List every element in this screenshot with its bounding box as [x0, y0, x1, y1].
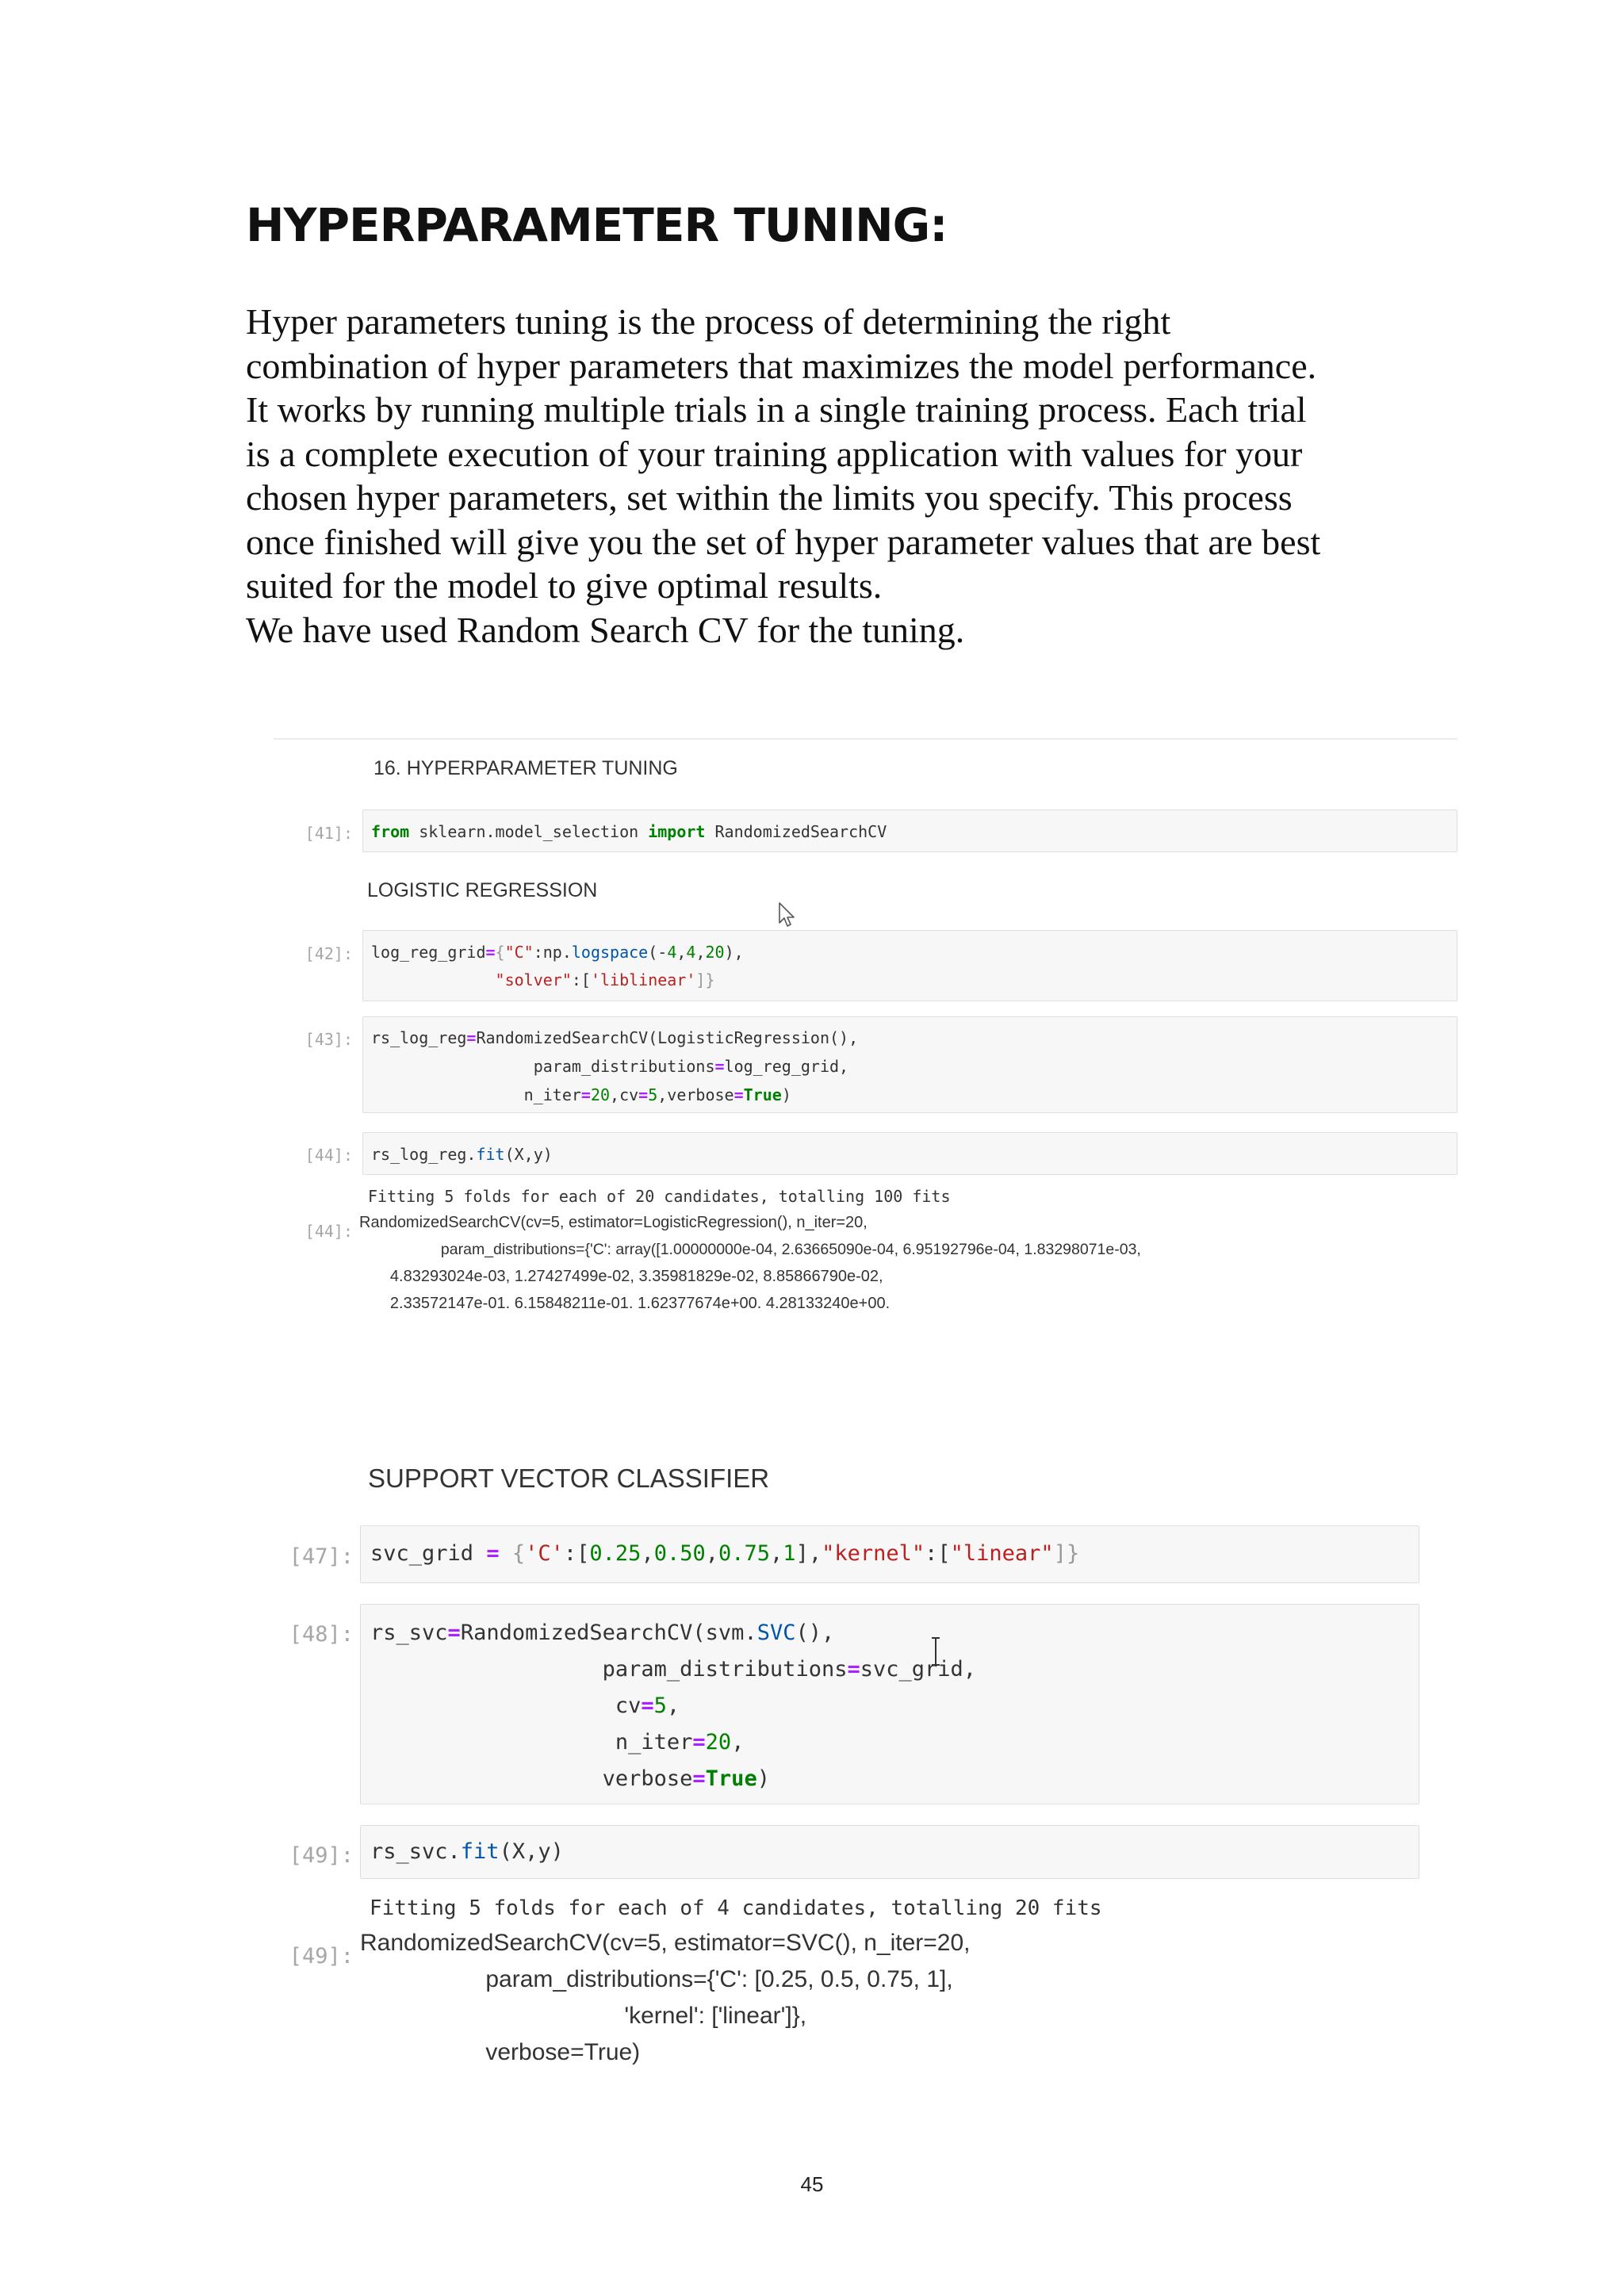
code-cell-rs-log-reg[interactable]	[362, 1016, 1457, 1113]
code-line: verbose=True)	[602, 1766, 770, 1791]
cell-prompt: [41]:	[304, 824, 353, 843]
cell-prompt: [49]:	[289, 1843, 354, 1868]
code-cell-fit[interactable]	[362, 1132, 1457, 1175]
text-cursor-icon	[929, 1636, 942, 1667]
notebook-screenshot-logistic-regression	[274, 738, 1457, 1329]
code-line: from sklearn.model_selection import RandomizedSearchCV	[371, 822, 887, 841]
code-line: n_iter=20,cv=5,verbose=True)	[523, 1085, 791, 1104]
code-line: svc_grid = {'C':[0.25,0.50,0.75,1],"kernel":["linear"]}	[370, 1541, 1080, 1566]
section-title: HYPERPARAMETER TUNING:	[246, 198, 948, 252]
stdout-text: Fitting 5 folds for each of 20 candidates, totalling 100 fits	[368, 1187, 951, 1206]
notebook-subheading: SUPPORT VECTOR CLASSIFIER	[368, 1464, 770, 1493]
paragraph-line: suited for the model to give optimal results.	[246, 565, 883, 606]
output-repr-line: RandomizedSearchCV(cv=5, estimator=SVC(), n_iter=20,	[360, 1930, 971, 1956]
code-line: "solver":['liblinear']}	[495, 970, 715, 989]
screenshot-top-border	[274, 738, 1457, 740]
stdout-text: Fitting 5 folds for each of 4 candidates, totalling 20 fits	[370, 1896, 1102, 1920]
output-prompt: [44]:	[304, 1222, 353, 1241]
code-cell-import[interactable]	[362, 809, 1457, 852]
output-repr-line: verbose=True)	[360, 2039, 641, 2065]
body-paragraph	[246, 300, 1380, 652]
cell-prompt: [43]:	[304, 1030, 353, 1049]
code-line: rs_svc=RandomizedSearchCV(svm.SVC(),	[370, 1621, 835, 1645]
output-repr-line: 2.33572147e-01. 6.15848211e-01. 1.62377674e+00. 4.28133240e+00.	[359, 1295, 891, 1312]
output-repr-line: 'kernel': ['linear']},	[360, 2003, 807, 2029]
notebook-subheading: LOGISTIC REGRESSION	[367, 879, 598, 901]
code-line: log_reg_grid={"C":np.logspace(-4,4,20),	[371, 943, 744, 962]
paragraph-line: chosen hyper parameters, set within the limits you specify. This process	[246, 477, 1293, 518]
code-cell-rs-svc[interactable]	[360, 1604, 1419, 1804]
code-line: rs_log_reg.fit(X,y)	[371, 1145, 553, 1164]
cell-prompt: [47]:	[289, 1544, 354, 1569]
cell-prompt: [48]:	[289, 1622, 354, 1647]
output-repr-line: 4.83293024e-03, 1.27427499e-02, 3.35981829e-02, 8.85866790e-02,	[359, 1268, 883, 1285]
output-repr-line: RandomizedSearchCV(cv=5, estimator=LogisticRegression(), n_iter=20,	[359, 1214, 868, 1231]
closing-line: We have used Random Search CV for the tuning.	[246, 609, 965, 650]
paragraph-line: combination of hyper parameters that maximizes the model performance.	[246, 345, 1317, 386]
paragraph-line: is a complete execution of your training application with values for your	[246, 433, 1303, 474]
code-line: rs_log_reg=RandomizedSearchCV(LogisticRegression(),	[371, 1028, 859, 1047]
paragraph-line: Hyper parameters tuning is the process of determining the right	[246, 301, 1171, 342]
code-cell-svc-grid[interactable]	[360, 1525, 1419, 1583]
paragraph-line: once finished will give you the set of hyper parameter values that are best	[246, 521, 1321, 562]
notebook-screenshot-svc	[285, 1451, 1443, 2085]
cell-prompt: [42]:	[304, 944, 353, 963]
code-cell-log-reg-grid[interactable]	[362, 930, 1457, 1001]
output-repr-line: param_distributions={'C': array([1.00000000e-04, 2.63665090e-04, 6.95192796e-04, 1.83298071e-03,	[359, 1241, 1141, 1258]
code-line: rs_svc.fit(X,y)	[370, 1839, 564, 1864]
mouse-pointer-icon	[778, 901, 795, 928]
notebook-section-heading: 16. HYPERPARAMETER TUNING	[373, 757, 678, 779]
code-line: param_distributions=log_reg_grid,	[533, 1057, 849, 1076]
page-number: 45	[800, 2172, 824, 2196]
code-line: param_distributions=svc_grid,	[602, 1657, 977, 1682]
code-cell-fit[interactable]	[360, 1825, 1419, 1879]
cell-prompt: [44]:	[304, 1146, 353, 1165]
code-line: n_iter=20,	[615, 1730, 745, 1755]
paragraph-line: It works by running multiple trials in a single training process. Each trial	[246, 389, 1307, 430]
code-line: cv=5,	[615, 1693, 680, 1718]
output-prompt: [49]:	[289, 1944, 354, 1969]
output-repr-line: param_distributions={'C': [0.25, 0.5, 0.75, 1],	[360, 1966, 953, 1992]
